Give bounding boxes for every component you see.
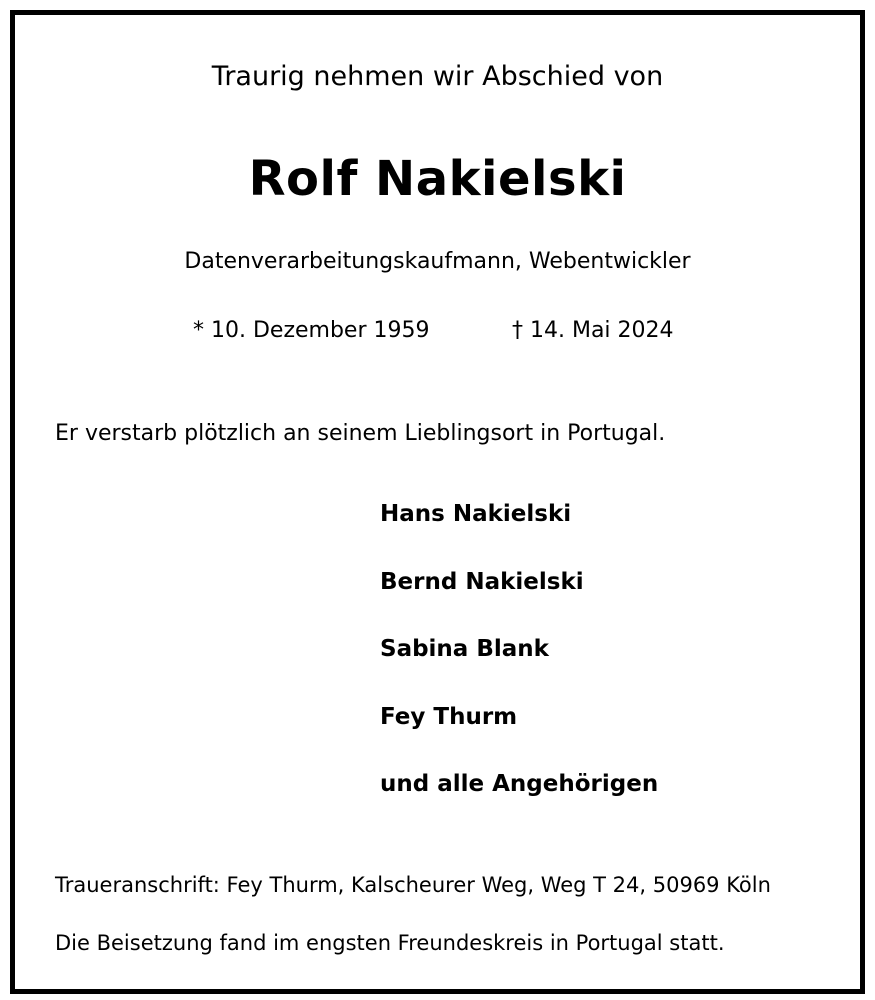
mourner-name: Sabina Blank bbox=[380, 636, 549, 662]
mourner-name: Fey Thurm bbox=[380, 703, 518, 730]
burial-note: Die Beisetzung fand im engsten Freundeskreis in Portugal statt. bbox=[55, 931, 725, 955]
mourner-name: Bernd Nakielski bbox=[380, 568, 584, 595]
mourning-address: Traueranschrift: Fey Thurm, Kalscheurer Weg, Weg T 24, 50969 Köln bbox=[55, 873, 771, 897]
death-statement: Er verstarb plötzlich an seinem Lieblingsort in Portugal. bbox=[55, 421, 666, 446]
birth-date: * 10. Dezember 1959 bbox=[193, 318, 430, 343]
intro-text: Traurig nehmen wir Abschied von bbox=[211, 61, 664, 92]
mourners-list bbox=[380, 503, 658, 841]
profession-text: Datenverarbeitungskaufmann, Webentwickler bbox=[184, 249, 691, 274]
death-date: † 14. Mai 2024 bbox=[512, 318, 674, 343]
mourner-relatives: und alle Angehörigen bbox=[380, 771, 659, 797]
obituary-notice-frame bbox=[10, 10, 865, 994]
mourner-name: Hans Nakielski bbox=[380, 501, 572, 527]
deceased-name: Rolf Nakielski bbox=[248, 151, 627, 207]
